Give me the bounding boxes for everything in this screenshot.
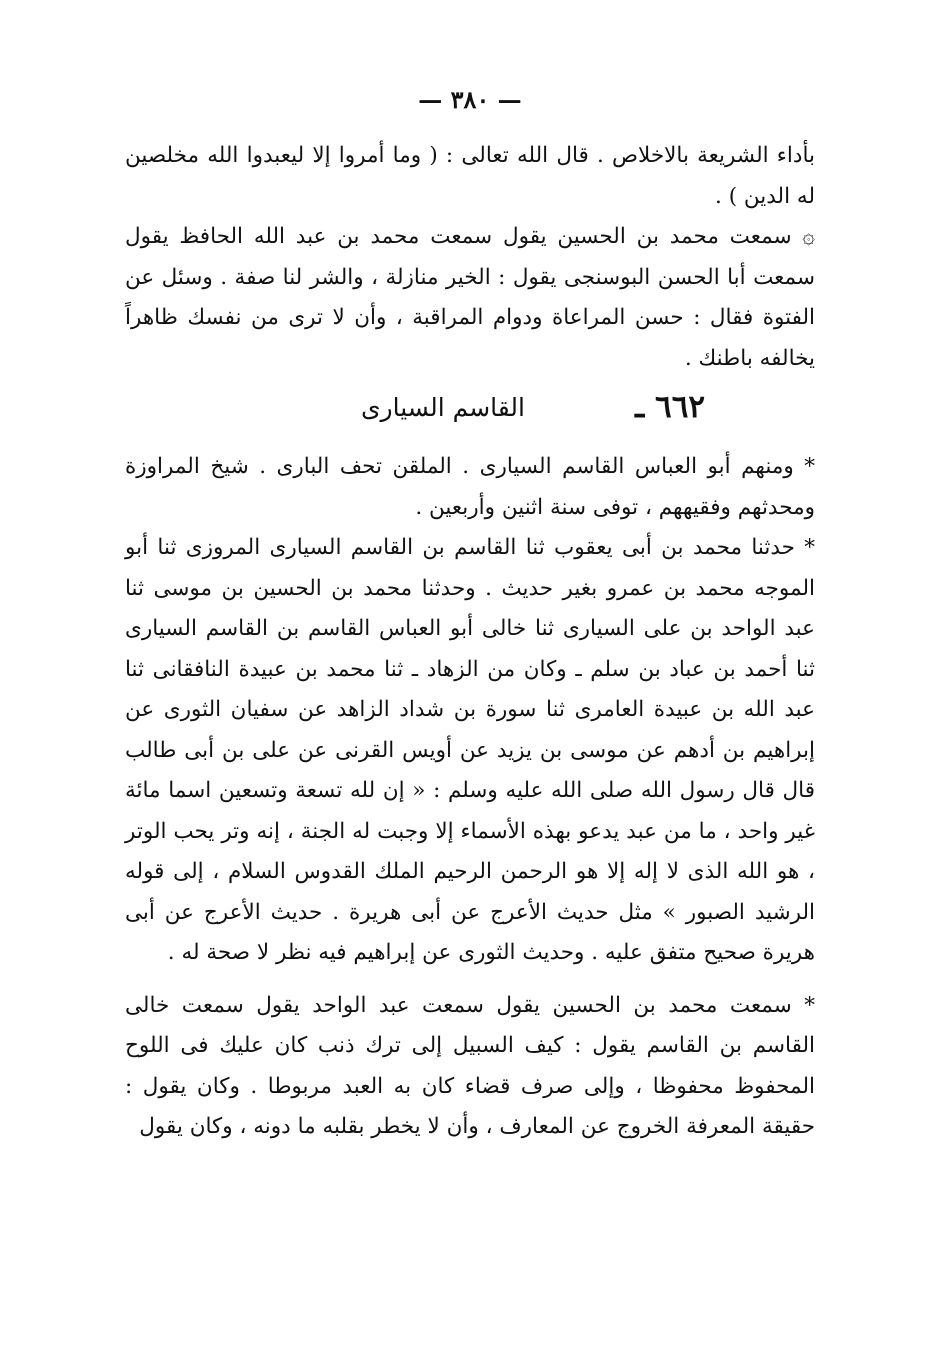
paragraph-narration: ۞ سمعت محمد بن الحسين يقول سمعت محمد بن عبد الله الحافظ يقول سمعت أبا الحسن البوسنجى يقول : الخير منازلة ، والشر لنا صفة . وسئل عن الفتوة فقال : حسن المراعاة ودوام المراقبة ، وأن لا ترى من نفسك ظاهراً يخالفه باطنك . <box>125 224 815 371</box>
document-page <box>125 85 815 1148</box>
entry-title: القاسم السيارى <box>360 393 525 422</box>
paragraph-hadith: * حدثنا محمد بن أبى يعقوب ثنا القاسم بن القاسم السيارى المروزى ثنا أبو الموجه محمد بن عمرو بغير حديث . وحدثنا محمد بن الحسين بن موسى ثنا عبد الواحد بن على السيارى ثنا خالى أبو العباس القاسم بن القاسم السيارى ثنا أحمد بن عباد بن سلم ـ وكان من الزهاد ـ ثنا محمد بن عبيدة النافقانى ثنا عبد الله بن عبيدة العامرى ثنا سورة بن شداد الزاهد عن سفيان الثورى عن إبراهيم بن أدهم عن موسى بن يزيد عن أويس القرنى عن على بن أبى طالب قال قال رسول الله صلى الله عليه وسلم : « إن لله تسعة وتسعين اسما مائة غير واحد ، ما من عبد يدعو بهذه الأسماء إلا وجبت له الجنة ، إنه وتر يحب الوتر ، هو الله الذى لا إله إلا هو الرحمن الرحيم الملك القدوس السلام ، إلى قوله الرشيد الصبور » مثل حديث الأعرج عن أبى هريرة . حديث الأعرج عن أبى هريرة صحيح متفق عليه . وحديث الثورى عن إبراهيم فيه نظر لا صحة له . <box>125 535 815 965</box>
paragraph-gap <box>125 974 815 986</box>
entry-heading <box>125 383 815 447</box>
paragraph-continuation: بأداء الشريعة بالاخلاص . قال الله تعالى : ( وما أمروا إلا ليعبدوا الله مخلصين له الدين ) . <box>125 143 815 209</box>
paragraph-saying: * سمعت محمد بن الحسين يقول سمعت عبد الواحد يقول سمعت خالى القاسم بن القاسم يقول : كيف السبيل إلى ترك ذنب كان عليك فى اللوح المحفوظ محفوظا ، وإلى صرف قضاء كان به العبد مربوطا . وكان يقول : حقيقة المعرفة الخروج عن المعارف ، وأن لا يخطر بقلبه ما دونه ، وكان يقول <box>125 992 815 1139</box>
paragraph-biography: * ومنهم أبو العباس القاسم السيارى . الملقن تحف البارى . شيخ المراوزة ومحدثهم وفقيههم ، توفى سنة اثنين وأربعين . <box>125 454 815 520</box>
entry-number: ٦٦٢ ـ <box>635 389 705 425</box>
page-number: — ٣٨٠ — <box>418 85 522 114</box>
